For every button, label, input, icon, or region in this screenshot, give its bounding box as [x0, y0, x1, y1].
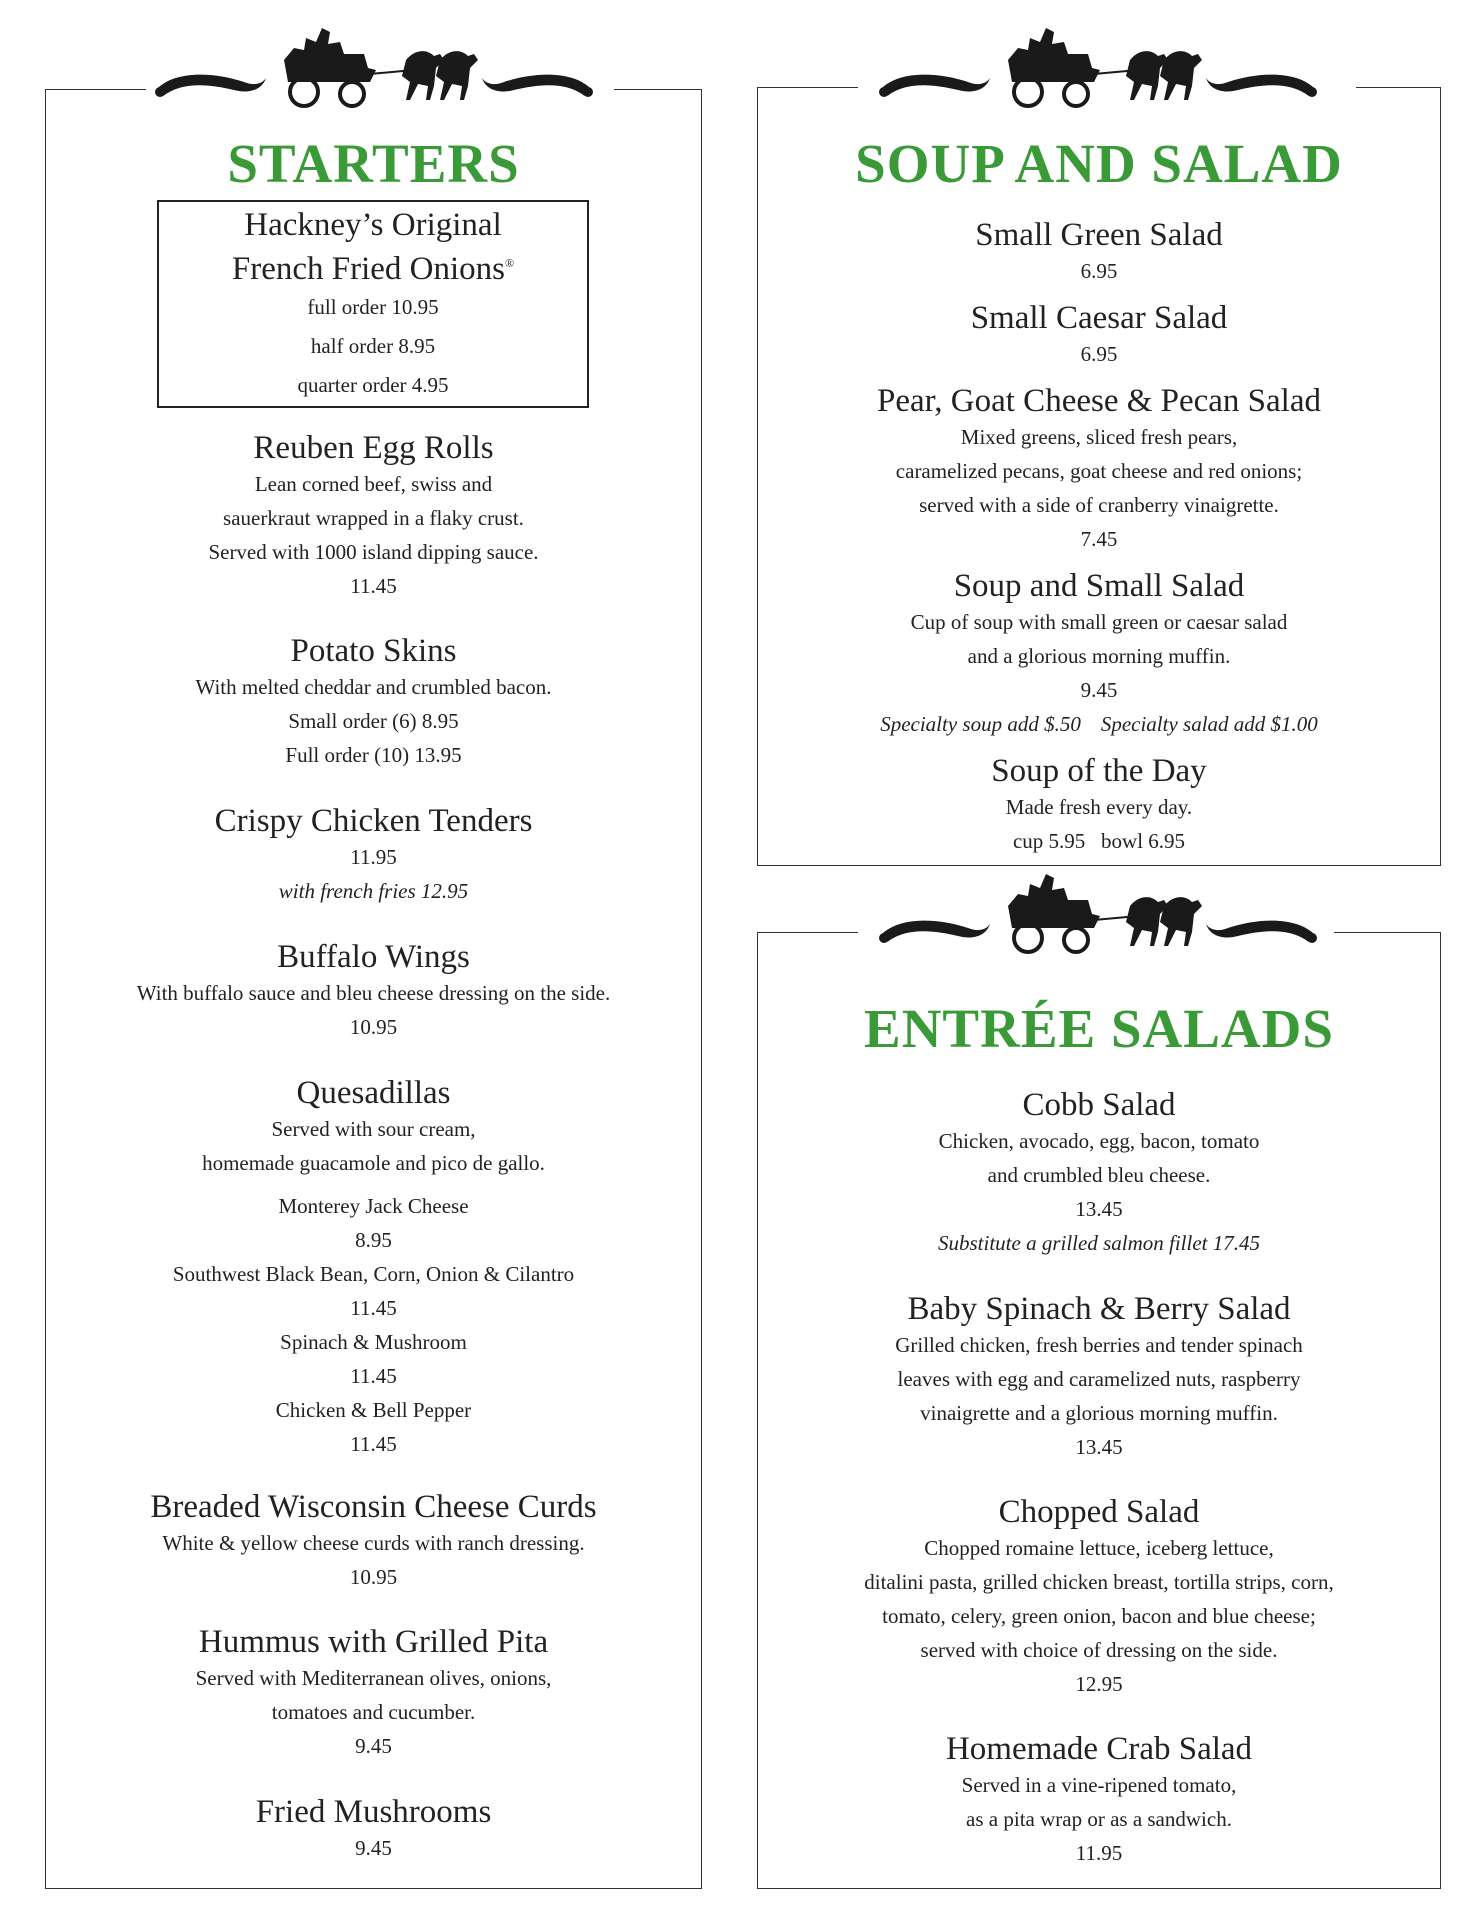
- item-name: Hummus with Grilled Pita: [198, 1624, 549, 1660]
- feature-name-line1: Hackney’s Original: [244, 207, 502, 243]
- option-name: Spinach & Mushroom: [280, 1330, 467, 1354]
- feature-price-half: half order 8.95: [310, 334, 436, 358]
- item-line: Mixed greens, sliced fresh pears,: [960, 425, 1238, 449]
- item-line: Served with sour cream,: [271, 1117, 476, 1141]
- item-line: as a pita wrap or as a sandwich.: [966, 1807, 1232, 1831]
- starters-title: STARTERS: [227, 133, 520, 194]
- menu-item: [46, 1074, 701, 1180]
- specialty-addons: [758, 707, 1440, 741]
- item-name: Potato Skins: [290, 633, 457, 669]
- option-name: Monterey Jack Cheese: [278, 1194, 469, 1218]
- item-italic-note: Substitute a grilled salmon fillet 17.45: [938, 1231, 1260, 1255]
- menu-item: [758, 1493, 1440, 1701]
- feature-price-quarter: quarter order 4.95: [297, 373, 449, 397]
- item-name: Fried Mushrooms: [255, 1794, 492, 1830]
- item-line: With buffalo sauce and bleu cheese dressing on the side.: [136, 981, 611, 1005]
- item-line: Lean corned beef, swiss and: [254, 472, 493, 496]
- item-italic-note: with french fries 12.95: [278, 879, 469, 903]
- carriage-ornament-icon: [868, 866, 1328, 962]
- menu-item: [46, 1488, 701, 1594]
- item-name: Homemade Crab Salad: [945, 1731, 1253, 1767]
- option-price: 11.45: [350, 1364, 397, 1388]
- item-name: Quesadillas: [296, 1075, 451, 1111]
- item-price: 9.45: [1080, 678, 1118, 702]
- carriage-ornament-icon: [144, 20, 604, 116]
- option-name: Chicken & Bell Pepper: [275, 1398, 472, 1422]
- item-price: 10.95: [349, 1015, 398, 1039]
- item-line: homemade guacamole and pico de gallo.: [202, 1151, 545, 1175]
- specialty-salad-note: Specialty salad add $1.00: [1100, 712, 1318, 736]
- item-line: Cup of soup with small green or caesar salad: [910, 610, 1288, 634]
- item-name: Buffalo Wings: [277, 939, 470, 975]
- item-line: tomatoes and cucumber.: [271, 1700, 476, 1724]
- menu-item: [758, 1730, 1440, 1870]
- menu-item: [758, 216, 1440, 288]
- item-price: 6.95: [1080, 342, 1118, 366]
- item-line: tomato, celery, green onion, bacon and blue cheese;: [882, 1604, 1316, 1628]
- item-line: White & yellow cheese curds with ranch dressing.: [162, 1531, 585, 1555]
- item-price: Full order (10) 13.95: [285, 743, 462, 767]
- item-line: Grilled chicken, fresh berries and tender spinach: [895, 1333, 1303, 1357]
- carriage-ornament-icon: [868, 20, 1328, 116]
- item-line: caramelized pecans, goat cheese and red onions;: [895, 459, 1303, 483]
- feature-price-full: full order 10.95: [307, 295, 439, 319]
- item-line: and a glorious morning muffin.: [967, 644, 1231, 668]
- item-name: Breaded Wisconsin Cheese Curds: [150, 1489, 597, 1525]
- item-price: 13.45: [1075, 1197, 1123, 1221]
- menu-item: [46, 1623, 701, 1763]
- option-price: 8.95: [355, 1228, 392, 1252]
- starters-panel: [45, 89, 702, 1889]
- item-line: Served with Mediterranean olives, onions,: [195, 1666, 552, 1690]
- menu-item: [758, 1290, 1440, 1464]
- item-price: 10.95: [349, 1565, 398, 1589]
- option-price: 11.45: [350, 1296, 397, 1320]
- specialty-soup-note: Specialty soup add $.50: [880, 712, 1081, 736]
- menu-item: [758, 299, 1440, 371]
- item-price: Small order (6) 8.95: [288, 709, 459, 733]
- item-name: Crispy Chicken Tenders: [214, 803, 533, 839]
- item-name: Baby Spinach & Berry Salad: [907, 1291, 1291, 1327]
- item-name: Cobb Salad: [1022, 1087, 1176, 1123]
- item-name: Soup of the Day: [991, 753, 1207, 789]
- item-name: Small Green Salad: [975, 217, 1223, 253]
- item-line: vinaigrette and a glorious morning muffin.: [920, 1401, 1278, 1425]
- menu-item: [758, 382, 1440, 556]
- entree-salads-panel: [757, 932, 1441, 1889]
- item-price: cup 5.95 bowl 6.95: [1012, 829, 1186, 853]
- quesadilla-options: [46, 1189, 701, 1461]
- menu-item: [758, 1086, 1440, 1260]
- item-line: served with choice of dressing on the side.: [920, 1638, 1278, 1662]
- item-price: 11.95: [350, 845, 397, 869]
- item-price: 11.95: [1075, 1841, 1123, 1865]
- item-price: 7.45: [1080, 527, 1118, 551]
- item-line: With melted cheddar and crumbled bacon.: [195, 675, 552, 699]
- menu-item: [758, 567, 1440, 741]
- item-line: Made fresh every day.: [1005, 795, 1193, 819]
- registered-mark: ®: [505, 256, 515, 270]
- item-line: Served in a vine-ripened tomato,: [961, 1773, 1237, 1797]
- item-price: 11.45: [350, 574, 397, 598]
- item-name: Soup and Small Salad: [953, 568, 1245, 604]
- feature-name-line2: French Fried Onions: [231, 251, 505, 287]
- menu-item: [46, 938, 701, 1044]
- item-name: Small Caesar Salad: [970, 300, 1228, 336]
- menu-item: [46, 1793, 701, 1865]
- item-line: and crumbled bleu cheese.: [987, 1163, 1211, 1187]
- menu-item: [46, 429, 701, 603]
- item-line: served with a side of cranberry vinaigrette.: [919, 493, 1279, 517]
- item-line: leaves with egg and caramelized nuts, raspberry: [897, 1367, 1301, 1391]
- menu-item: [46, 632, 701, 772]
- item-price: 6.95: [1080, 259, 1118, 283]
- item-line: Chopped romaine lettuce, iceberg lettuce,: [924, 1536, 1274, 1560]
- item-name: Chopped Salad: [998, 1494, 1200, 1530]
- item-name: Pear, Goat Cheese & Pecan Salad: [876, 383, 1322, 419]
- item-name: Reuben Egg Rolls: [253, 430, 494, 466]
- item-line: ditalini pasta, grilled chicken breast, tortilla strips, corn,: [864, 1570, 1334, 1594]
- entree-salads-title: ENTRÉE SALADS: [864, 998, 1334, 1059]
- menu-item: [758, 752, 1440, 858]
- item-price: 12.95: [1075, 1672, 1123, 1696]
- item-price: 13.45: [1075, 1435, 1123, 1459]
- option-name: Southwest Black Bean, Corn, Onion & Cilantro: [172, 1262, 575, 1286]
- item-line: Served with 1000 island dipping sauce.: [208, 540, 539, 564]
- option-price: 11.45: [350, 1432, 397, 1456]
- item-line: Chicken, avocado, egg, bacon, tomato: [938, 1129, 1260, 1153]
- soup-salad-title: SOUP AND SALAD: [855, 133, 1343, 194]
- soup-salad-panel: [757, 87, 1441, 866]
- feature-french-fried-onions: [157, 200, 589, 408]
- menu-item: [46, 802, 701, 908]
- item-price: 9.45: [355, 1836, 392, 1860]
- item-line: sauerkraut wrapped in a flaky crust.: [223, 506, 524, 530]
- item-price: 9.45: [355, 1734, 392, 1758]
